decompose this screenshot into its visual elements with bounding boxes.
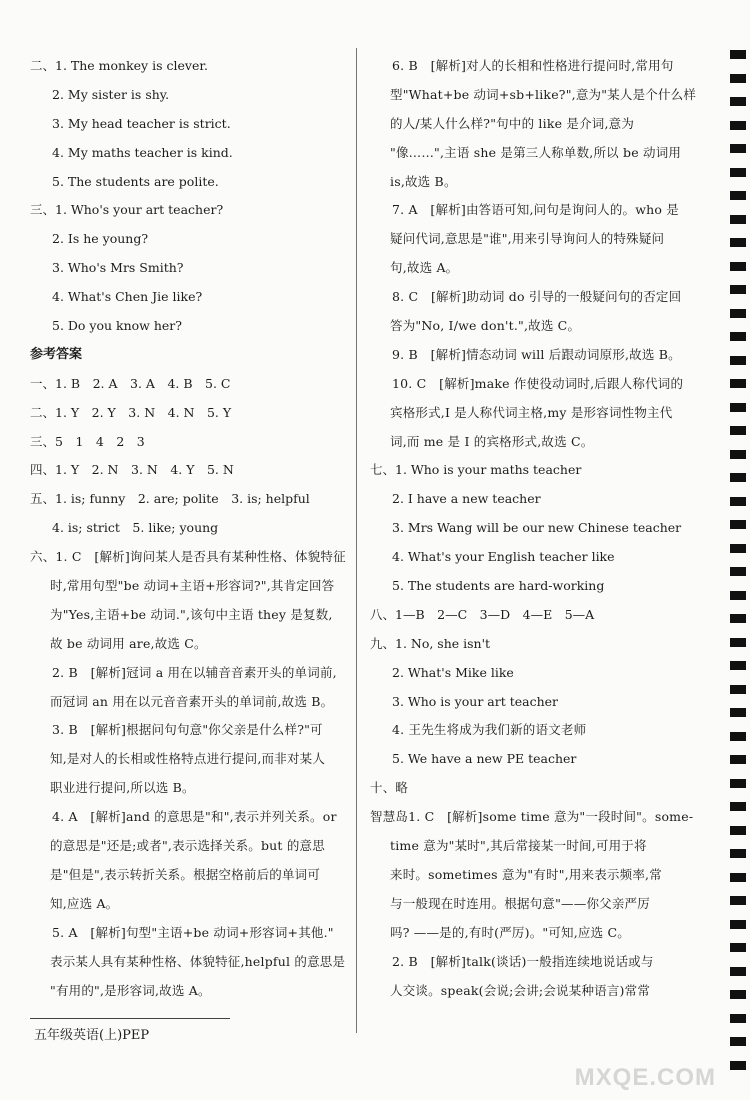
edge-mark [730,215,746,224]
edge-mark [730,685,746,694]
right-line: 2. I have a new teacher [392,491,541,507]
edge-mark [730,238,746,247]
right-line: 吗? ——是的,有时(严厉)。"可知,应选 C。 [390,924,630,940]
left-line: 而冠词 an 用在以元音音素开头的单词前,故选 B。 [50,693,334,709]
left-line: 5. The students are polite. [52,173,219,189]
right-line: 的人/某人什么样?"句中的 like 是介词,意为 [390,115,635,131]
left-line: 知,应选 A。 [50,895,119,911]
edge-mark [730,1061,746,1070]
right-line: 人交谈。speak(会说;会讲;会说某种语言)常常 [390,982,651,998]
right-line: 4. What's your English teacher like [392,549,615,565]
watermark: MXQE.COM [574,1064,716,1091]
column-divider [356,48,357,1033]
edge-mark [730,426,746,435]
left-line: 五、1. is; funny 2. are; polite 3. is; helpful [30,491,310,507]
left-line: "有用的",是形容词,故选 A。 [50,982,211,998]
right-line: 词,而 me 是 I 的宾格形式,故选 C。 [390,433,594,449]
right-line: 答为"No, I/we don't.",故选 C。 [390,318,581,334]
edge-mark [730,473,746,482]
edge-mark [730,497,746,506]
left-line: 故 be 动词用 are,故选 C。 [50,635,207,651]
left-line: 四、1. Y 2. N 3. N 4. Y 5. N [30,462,234,478]
left-line: 职业进行提问,所以选 B。 [50,780,195,796]
right-line: 型"What+be 动词+sb+like?",意为"某人是个什么样 [390,86,697,102]
edge-mark [730,873,746,882]
left-line: 参考答案 [30,346,83,362]
left-line: 一、1. B 2. A 3. A 4. B 5. C [30,375,231,391]
left-line: 为"Yes,主语+be 动词.",该句中主语 they 是复数, [50,606,333,622]
right-line: 八、1—B 2—C 3—D 4—E 5—A [370,606,595,622]
edge-mark [730,450,746,459]
edge-mark [730,990,746,999]
left-line: 三、1. Who's your art teacher? [30,202,224,218]
right-line: 7. A [解析]由答语可知,问句是询问人的。who 是 [392,202,680,218]
right-line: 句,故选 A。 [390,260,459,276]
left-line: 2. My sister is shy. [52,86,170,102]
left-line: 六、1. C [解析]询问某人是否具有某种性格、体貌特征 [30,549,346,565]
left-line: 5. A [解析]句型"主语+be 动词+形容词+其他." [52,924,334,940]
left-line: 3. Who's Mrs Smith? [52,260,184,276]
edge-mark [730,191,746,200]
edge-mark [730,896,746,905]
edge-mark [730,614,746,623]
right-line: 智慧岛1. C [解析]some time 意为"一段时间"。some- [370,809,694,825]
edge-mark [730,755,746,764]
edge-mark [730,50,746,59]
right-line: 来时。sometimes 意为"有时",用来表示频率,常 [390,866,662,882]
left-line: 5. Do you know her? [52,318,182,334]
right-line: 5. We have a new PE teacher [392,751,577,767]
right-line: 十、略 [370,780,409,796]
left-line: 2. Is he young? [52,231,149,247]
right-line: 3. Mrs Wang will be our new Chinese teacher [392,520,682,536]
edge-mark [730,638,746,647]
right-line: "像……",主语 she 是第三人称单数,所以 be 动词用 [390,144,682,160]
edge-mark [730,591,746,600]
edge-mark [730,920,746,929]
left-line: 三、5 1 4 2 3 [30,433,145,449]
right-line: 8. C [解析]助动词 do 引导的一般疑问句的否定回 [392,289,682,305]
right-line: 与一般现在时连用。根据句意"——你父亲严厉 [390,895,650,911]
page-footer: 五年级英语(上)PEP [34,1028,150,1043]
edge-mark [730,661,746,670]
edge-mark [730,520,746,529]
edge-mark [730,403,746,412]
left-line: 4. My maths teacher is kind. [52,144,233,160]
edge-mark [730,74,746,83]
left-line: 3. B [解析]根据问句句意"你父亲是什么样?"可 [52,722,323,738]
edge-mark [730,967,746,976]
edge-mark [730,567,746,576]
left-line: 二、1. Y 2. Y 3. N 4. N 5. Y [30,404,232,420]
edge-mark [730,708,746,717]
edge-mark [730,332,746,341]
right-column [370,52,697,1005]
left-line: 时,常用句型"be 动词+主语+形容词?",其肯定回答 [50,578,335,594]
edge-mark [730,121,746,130]
edge-mark [730,849,746,858]
left-line: 4. What's Chen Jie like? [52,289,203,305]
left-line: 4. is; strict 5. like; young [52,520,219,536]
edge-mark [730,802,746,811]
right-line: 5. The students are hard-working [392,578,605,594]
right-line: 10. C [解析]make 作使役动词时,后跟人称代词的 [392,375,684,391]
left-line: 3. My head teacher is strict. [52,115,231,131]
edge-mark [730,732,746,741]
edge-mark [730,144,746,153]
left-line: 表示某人具有某种性格、体貌特征,helpful 的意思是 [50,953,346,969]
footer-rule [30,1018,230,1019]
right-line: is,故选 B。 [390,173,457,189]
left-line: 是"但是",表示转折关系。根据空格前后的单词可 [50,866,321,882]
edge-mark [730,1014,746,1023]
right-line: 2. B [解析]talk(谈话)一般指连续地说话或与 [392,953,654,969]
left-line: 知,是对人的长相或性格特点进行提问,而非对某人 [50,751,326,767]
edge-mark [730,1037,746,1046]
edge-mark [730,285,746,294]
edge-marks [728,50,750,1090]
left-line: 4. A [解析]and 的意思是"和",表示并列关系。or [52,809,337,825]
right-line: time 意为"某时",其后常接某一时间,可用于将 [390,838,647,854]
left-column [30,52,348,1005]
edge-mark [730,826,746,835]
edge-mark [730,168,746,177]
right-line: 9. B [解析]情态动词 will 后跟动词原形,故选 B。 [392,346,681,362]
right-line: 疑问代词,意思是"谁",用来引导询问人的特殊疑问 [390,231,665,247]
left-line: 2. B [解析]冠词 a 用在以辅音音素开头的单词前, [52,664,337,680]
left-line: 二、1. The monkey is clever. [30,58,208,73]
right-line: 4. 王先生将成为我们新的语文老师 [392,722,587,738]
right-line: 6. B [解析]对人的长相和性格进行提问时,常用句 [392,58,674,73]
edge-mark [730,379,746,388]
edge-mark [730,544,746,553]
right-line: 七、1. Who is your maths teacher [370,462,582,478]
right-line: 3. Who is your art teacher [392,693,558,709]
right-line: 宾格形式,I 是人称代词主格,my 是形容词性物主代 [390,404,673,420]
edge-mark [730,779,746,788]
edge-mark [730,356,746,365]
right-line: 九、1. No, she isn't [370,635,491,651]
edge-mark [730,97,746,106]
edge-mark [730,262,746,271]
edge-mark [730,943,746,952]
right-line: 2. What's Mike like [392,664,514,680]
edge-mark [730,309,746,318]
left-line: 的意思是"还是;或者",表示选择关系。but 的意思 [50,838,325,854]
